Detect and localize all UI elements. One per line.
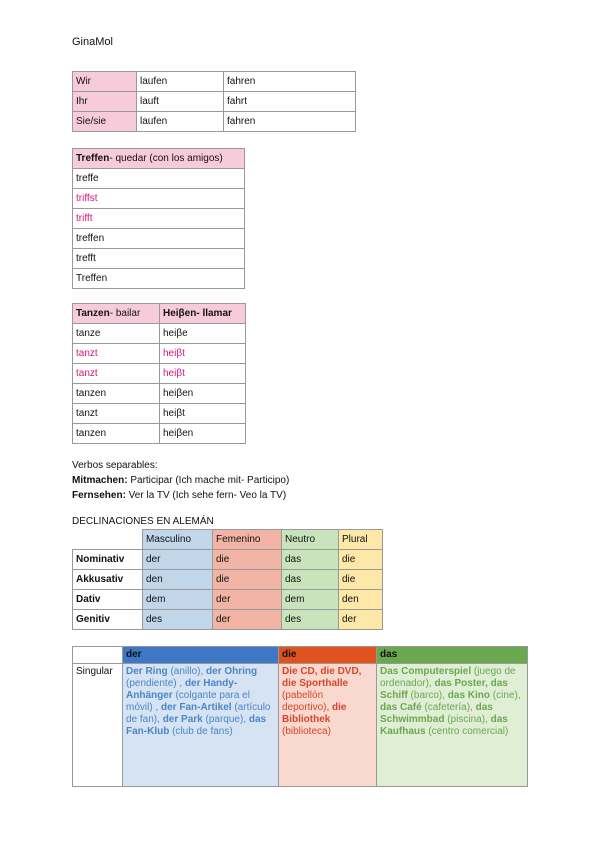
conjugation-cell: heiβen [160, 384, 246, 404]
conjugation-cell: fahrt [224, 92, 356, 112]
noun-text: Die CD, die DVD, die Sporthalle [282, 666, 362, 689]
table-row [73, 189, 245, 209]
conjugation-cell: tanzt [73, 404, 160, 424]
translation-text: (centro comercial) [425, 726, 509, 737]
article-cell: den [339, 590, 383, 610]
separable-verb-line: Fernsehen: Ver la TV (Ich sehe fern- Veo la TV) [72, 490, 287, 501]
table-row [73, 324, 246, 344]
translation-text: (pendiente) , [126, 678, 185, 689]
translation-text: (piscina), [444, 714, 491, 725]
article-cell: der [213, 590, 282, 610]
die-nouns-cell [279, 664, 377, 787]
noun-text: das Schwimmbad [380, 702, 493, 725]
table-header-row [73, 647, 528, 664]
conjugation-cell: treffe [73, 169, 245, 189]
translation-text: (juego de ordenador), [380, 666, 516, 689]
noun-text: Der Ring [126, 666, 168, 677]
table-row [73, 249, 245, 269]
noun-text: der Ohring [206, 666, 258, 677]
translation-text: (barco), [407, 690, 448, 701]
conjugation-cell: fahren [224, 112, 356, 132]
conjugation-cell: lauft [137, 92, 224, 112]
article-cell: die [339, 550, 383, 570]
pronoun-conjugation-table [72, 71, 356, 132]
article-cell: dem [282, 590, 339, 610]
noun-text: die Bibliothek [282, 702, 347, 725]
noun-text: das Kino [447, 690, 491, 701]
article-cell: die [213, 570, 282, 590]
translation-text: (anillo), [167, 666, 207, 677]
table-row [73, 570, 383, 590]
conjugation-cell: heiβt [160, 344, 246, 364]
table-row [73, 610, 383, 630]
header-der: der [123, 647, 279, 664]
header-plural: Plural [339, 530, 383, 550]
noun-text: das Poster, das Schiff [380, 678, 508, 701]
table-row [73, 664, 528, 787]
table-header-row [73, 304, 246, 324]
article-cell: der [339, 610, 383, 630]
conjugation-cell: tanze [73, 324, 160, 344]
table-row [73, 72, 356, 92]
noun-text: der Handy-Anhänger [126, 678, 238, 701]
case-label: Dativ [73, 590, 143, 610]
conjugation-cell: heiβt [160, 364, 246, 384]
article-cell: des [282, 610, 339, 630]
row-label-singular: Singular [73, 664, 123, 787]
article-cell: die [339, 570, 383, 590]
conjugation-cell: tanzen [73, 384, 160, 404]
table-header-row [73, 530, 383, 550]
article-cell: den [143, 570, 213, 590]
conjugation-cell: tanzt [73, 344, 160, 364]
table-row [73, 92, 356, 112]
table-row [73, 404, 246, 424]
header-femenino: Femenino [213, 530, 282, 550]
table-row [73, 344, 246, 364]
translation-text: (biblioteca) [282, 726, 331, 737]
empty-cell [73, 530, 143, 550]
articles-table [72, 646, 528, 787]
conjugation-cell: tanzt [73, 364, 160, 384]
empty-cell [73, 647, 123, 664]
header-neutro: Neutro [282, 530, 339, 550]
noun-text: Das Computerspiel [380, 666, 472, 677]
translation-text: (cine), [490, 690, 521, 701]
conjugation-cell: laufen [137, 112, 224, 132]
article-cell: der [213, 610, 282, 630]
table-row [73, 590, 383, 610]
header-masculino: Masculino [143, 530, 213, 550]
translation-text: (artículo de fan), [126, 702, 271, 725]
das-nouns-cell [377, 664, 528, 787]
table-row [73, 169, 245, 189]
table-row [73, 209, 245, 229]
table-row [73, 269, 245, 289]
article-cell: der [143, 550, 213, 570]
pronoun-cell: Ihr [73, 92, 137, 112]
noun-text: das Fan-Klub [126, 714, 267, 737]
tanzen-header: Tanzen- bailar [73, 304, 160, 324]
conjugation-cell: heiβt [160, 404, 246, 424]
translation-text: (parque), [202, 714, 249, 725]
table-row [73, 112, 356, 132]
table-row [73, 384, 246, 404]
conjugation-cell: laufen [137, 72, 224, 92]
translation-text: (pabellón deportivo), [282, 690, 333, 713]
noun-text: das Café [380, 702, 422, 713]
noun-text: der Park [162, 714, 203, 725]
conjugation-cell: trefft [73, 249, 245, 269]
treffen-table [72, 148, 245, 289]
treffen-header: Treffen- quedar (con los amigos) [73, 149, 245, 169]
noun-text: das Kaufhaus [380, 714, 508, 737]
translation-text: (colgante para el móvil) , [126, 690, 250, 713]
case-label: Genitiv [73, 610, 143, 630]
conjugation-cell: fahren [224, 72, 356, 92]
der-nouns-cell [123, 664, 279, 787]
article-cell: dem [143, 590, 213, 610]
table-row [73, 550, 383, 570]
header-das: das [377, 647, 528, 664]
table-row [73, 229, 245, 249]
translation-text: (cafetería), [421, 702, 476, 713]
pronoun-cell: Wir [73, 72, 137, 92]
article-cell: das [282, 570, 339, 590]
author-name: GinaMol [72, 36, 113, 48]
table-row [73, 424, 246, 444]
conjugation-cell: triffst [73, 189, 245, 209]
conjugation-cell: Treffen [73, 269, 245, 289]
declinaciones-title: DECLINACIONES EN ALEMÁN [72, 516, 214, 527]
noun-text: der Fan-Artikel [161, 702, 232, 713]
conjugation-cell: trifft [73, 209, 245, 229]
conjugation-cell: heiβen [160, 424, 246, 444]
article-cell: das [282, 550, 339, 570]
tanzen-heissen-table [72, 303, 246, 444]
article-cell: des [143, 610, 213, 630]
separable-verbs-title: Verbos separables: [72, 460, 158, 471]
conjugation-cell: tanzen [73, 424, 160, 444]
separable-verb-line: Mitmachen: Participar (Ich mache mit- Participo) [72, 475, 290, 486]
conjugation-cell: heiβe [160, 324, 246, 344]
separable-verbs-section [72, 458, 289, 503]
translation-text: (club de fans) [169, 726, 233, 737]
table-row [73, 364, 246, 384]
header-die: die [279, 647, 377, 664]
case-label: Nominativ [73, 550, 143, 570]
declension-table [72, 529, 383, 630]
heissen-header: Heiβen- llamar [160, 304, 246, 324]
conjugation-cell: treffen [73, 229, 245, 249]
article-cell: die [213, 550, 282, 570]
pronoun-cell: Sie/sie [73, 112, 137, 132]
table-header-row [73, 149, 245, 169]
case-label: Akkusativ [73, 570, 143, 590]
